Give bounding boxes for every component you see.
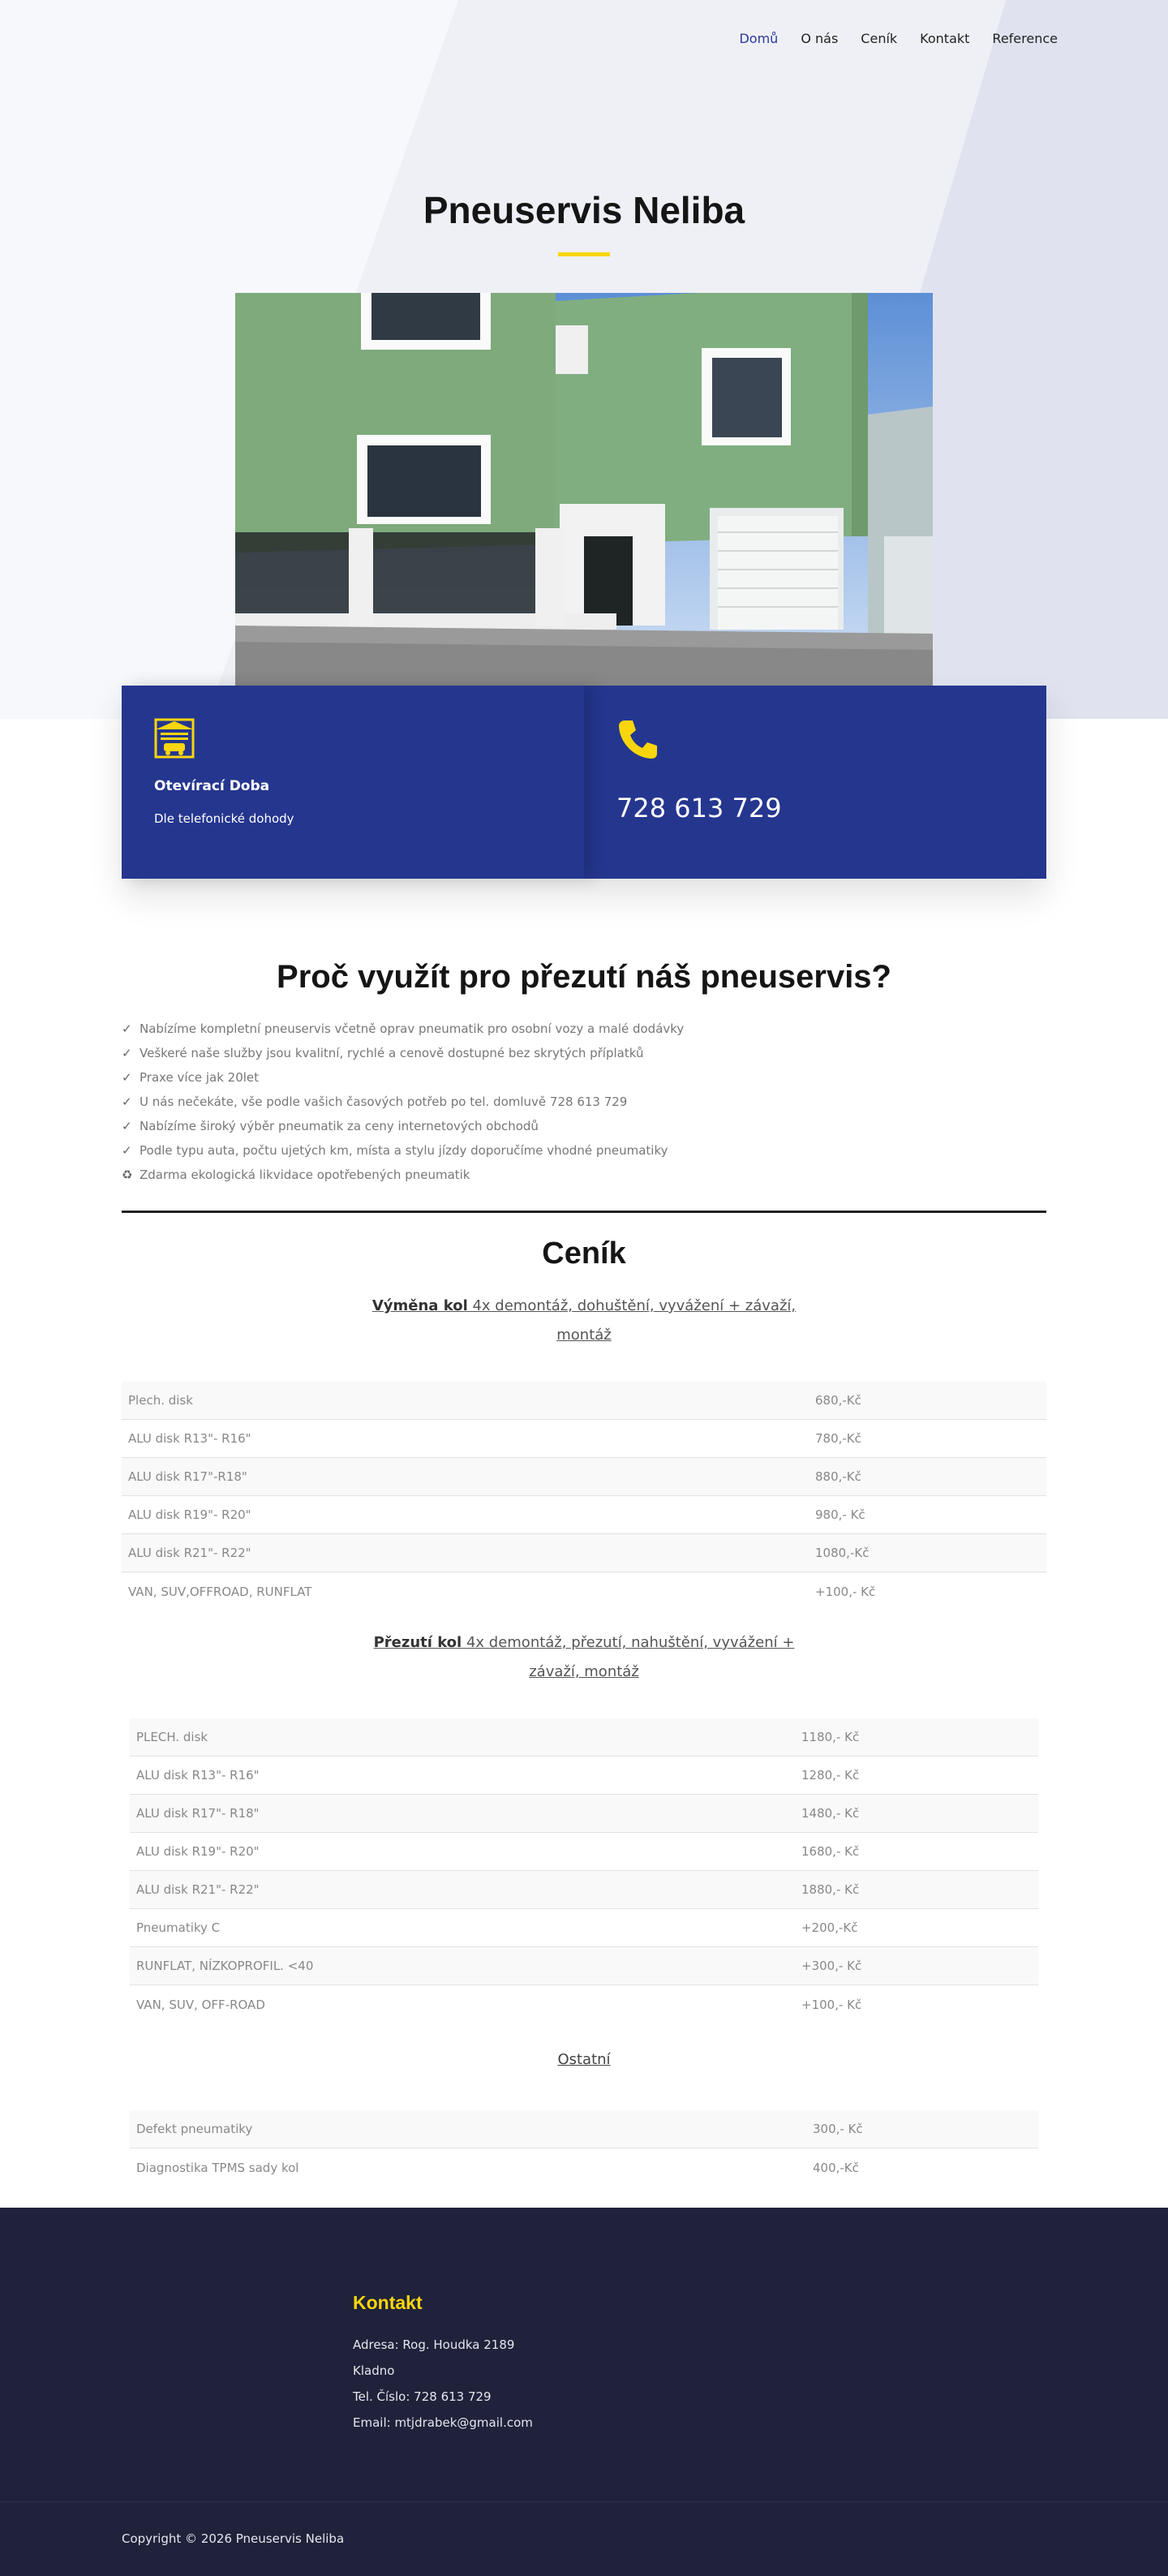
footer-address: Adresa: Rog. Houdka 2189	[353, 2337, 515, 2352]
footer-phone[interactable]: Tel. Číslo: 728 613 729	[353, 2389, 492, 2404]
list-item: ✓ Nabízíme široký výběr pneumatik za ceny internetových obchodů	[122, 1119, 539, 1133]
price-item-name: VAN, SUV, OFF-ROAD	[136, 1997, 265, 2012]
nav-item-o-nas[interactable]: O nás	[801, 30, 839, 46]
table-row	[130, 2148, 1038, 2187]
pricelist-table-ostatni	[130, 2110, 1038, 2187]
check-icon: ✓	[122, 1094, 132, 1109]
price-item-value: 880,-Kč	[815, 1469, 861, 1484]
house-illustration	[235, 293, 933, 687]
list-item: ✓ Veškeré naše služby jsou kvalitní, rychlé a cenově dostupné bez skrytých příplatků	[122, 1046, 644, 1060]
title-underline	[558, 252, 610, 256]
price-item-name: ALU disk R21"- R22"	[128, 1546, 251, 1560]
table-row	[122, 1382, 1046, 1420]
price-item-value: 400,-Kč	[813, 2160, 859, 2175]
footer	[0, 2208, 1168, 2576]
table-row	[130, 2110, 1038, 2148]
list-item: ✓ Podle typu auta, počtu ujetých km, místa a stylu jízdy doporučíme vhodné pneumatiky	[122, 1143, 668, 1158]
table-row	[122, 1420, 1046, 1458]
copyright: Copyright © 2026 Pneuservis Neliba	[122, 2531, 345, 2546]
price-item-value: 1180,- Kč	[801, 1730, 860, 1744]
table-row	[130, 1833, 1038, 1871]
table-row	[122, 1458, 1046, 1496]
nav-item-cenik[interactable]: Ceník	[861, 30, 898, 46]
pricelist-title: Ceník	[542, 1236, 626, 1271]
why-title: Proč využít pro přezutí náš pneuservis?	[277, 959, 891, 995]
table-row	[130, 1947, 1038, 1985]
price-item-value: 1480,- Kč	[801, 1806, 860, 1821]
price-item-value: +100,- Kč	[801, 1997, 862, 2012]
price-item-name: Pneumatiky C	[136, 1920, 221, 1935]
section-ostatni-heading: Ostatní	[557, 2051, 611, 2068]
table-row	[122, 1572, 1046, 1611]
table-row	[122, 1534, 1046, 1572]
price-item-name: ALU disk R13"- R16"	[128, 1431, 251, 1446]
price-item-name: RUNFLAT, NÍZKOPROFIL. <40	[136, 1959, 314, 1973]
main-nav	[739, 29, 1058, 47]
table-row	[130, 1757, 1038, 1795]
price-item-name: ALU disk R21"- R22"	[136, 1882, 260, 1897]
check-icon: ✓	[122, 1143, 132, 1158]
price-item-value: 1280,- Kč	[801, 1768, 860, 1783]
check-icon: ✓	[122, 1070, 132, 1085]
price-item-value: 1080,-Kč	[815, 1546, 870, 1560]
why-list	[122, 1017, 684, 1187]
hero-house-photo	[235, 293, 933, 687]
opening-hours-card	[122, 686, 584, 879]
price-item-name: ALU disk R19"- R20"	[128, 1507, 251, 1522]
garage-icon	[154, 718, 195, 759]
price-item-value: 300,- Kč	[813, 2122, 863, 2136]
price-item-value: 980,- Kč	[815, 1507, 865, 1522]
nav-item-domu[interactable]: Domů	[739, 30, 779, 46]
hero-section	[0, 0, 1168, 719]
section-vymena-heading: Výměna kol 4x demontáž, dohuštění, vyvážení + závaží, montáž	[371, 1297, 797, 1344]
table-row	[130, 1985, 1038, 2023]
info-box	[122, 686, 1046, 879]
table-row	[130, 1718, 1038, 1757]
price-item-name: Plech. disk	[128, 1393, 193, 1408]
price-item-name: ALU disk R13"- R16"	[136, 1768, 260, 1783]
list-item: ✓ U nás nečekáte, vše podle vašich časových potřeb po tel. domluvě 728 613 729	[122, 1094, 628, 1109]
table-row	[130, 1909, 1038, 1947]
price-item-value: +300,- Kč	[801, 1959, 862, 1973]
section-prezuti-heading: Přezutí kol 4x demontáž, přezutí, nahuštění, vyvážení + závaží, montáž	[373, 1634, 795, 1680]
price-item-name: ALU disk R19"- R20"	[136, 1844, 260, 1859]
footer-divider	[0, 2501, 1168, 2502]
footer-email[interactable]: Email: mtjdrabek@gmail.com	[353, 2415, 533, 2430]
pricelist-table-prezuti	[130, 1718, 1038, 2023]
opening-hours-title: Otevírací Doba	[154, 778, 270, 794]
page-title: Pneuservis Neliba	[423, 189, 745, 231]
check-icon: ✓	[122, 1119, 132, 1133]
pricelist-table-vymena	[122, 1382, 1046, 1611]
price-item-value: 1680,- Kč	[801, 1844, 860, 1859]
price-item-name: ALU disk R17"- R18"	[136, 1806, 260, 1821]
nav-item-kontakt[interactable]: Kontakt	[920, 30, 970, 46]
price-item-name: Diagnostika TPMS sady kol	[136, 2160, 299, 2175]
table-row	[130, 1871, 1038, 1909]
list-item: ✓ Nabízíme kompletní pneuservis včetně oprav pneumatik pro osobní vozy a malé dodávky	[122, 1021, 685, 1036]
table-row	[130, 1795, 1038, 1833]
opening-hours-text: Dle telefonické dohody	[154, 811, 294, 826]
footer-contact-title: Kontakt	[353, 2292, 423, 2313]
list-item: ♻ Zdarma ekologická likvidace opotřebených pneumatik	[122, 1168, 470, 1182]
price-item-value: 780,-Kč	[815, 1431, 861, 1446]
price-item-name: PLECH. disk	[136, 1730, 208, 1744]
list-item: ✓ Praxe více jak 20let	[122, 1070, 260, 1085]
check-icon: ✓	[122, 1046, 132, 1060]
price-item-name: ALU disk R17"-R18"	[128, 1469, 247, 1484]
table-row	[122, 1496, 1046, 1534]
phone-number[interactable]: 728 613 729	[616, 793, 782, 824]
price-item-name: Defekt pneumatiky	[136, 2122, 253, 2136]
section-divider	[122, 1211, 1046, 1213]
phone-card	[584, 686, 1046, 879]
price-item-name: VAN, SUV,OFFROAD, RUNFLAT	[128, 1584, 312, 1599]
price-item-value: +200,-Kč	[801, 1920, 858, 1935]
nav-item-reference[interactable]: Reference	[992, 30, 1058, 46]
check-icon: ✓	[122, 1021, 132, 1036]
recycle-icon: ♻	[122, 1168, 133, 1182]
price-item-value: 680,-Kč	[815, 1393, 861, 1408]
phone-icon	[616, 718, 659, 760]
footer-city: Kladno	[353, 2363, 395, 2378]
price-item-value: 1880,- Kč	[801, 1882, 860, 1897]
price-item-value: +100,- Kč	[815, 1584, 876, 1599]
